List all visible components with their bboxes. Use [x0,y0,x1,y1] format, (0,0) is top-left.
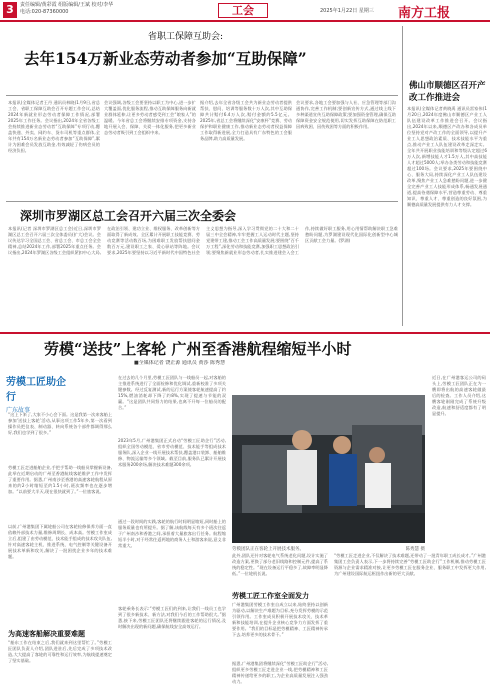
article3-col1b: 劳模工匠走进船舶企业,手把手帮助一线船员掌握新设备,此举在近期启动的广州至香港航线客轮维护工作中发挥了重要作用。据悉,广州南沙至香港的高速客轮航程从原来的约2小时缩短至约1.5小时,班次频率也在逐步增加。“以前要大半天,现在很快就到了。”一位旅客说。 [8,465,112,494]
article3-col1d: “船东工作在结束之后,我们就来到这里帮忙了。”劳模工匠团队负责人介绍,团队进驻后,先后完成了多项技术改造,大大提高了客轮的可靠性和运行效率,为航线提速奠定了坚实基础。 [8,640,112,663]
divider [6,201,398,202]
article3-subhead2: 劳模工匠工作室全面发力 [232,592,309,600]
article3-col2b: 2023年5月,广州港集团正式启动“劳模工匠助企行”活动,组织全国劳动模范、省市劳动模范、技术能手等组成技术服务队,深入企业一线开展技术帮扶,覆盖港口装卸、船舶维修、物流运输等多个领域。截至目前,服务队已累计开展技术服务200余场,解决技术难题300余项。 [118,438,226,467]
article3-col3c: 据悉,广州港集团将继续深化“劳模工匠助企行”活动,组织更多劳模工匠走进企业一线,把劳模精神和工匠精神传递给更多的职工,为企业高质量发展注入强劲动力。 [232,661,328,684]
article3-col3b: 广州港集团劳模工作室自成立以来,始终坚持以创新为驱动,以解决生产难题为目标,充分发挥劳模的示范引领作用。工作室成员积极开展技术攻关、技术革新和技能培训,在提升企业核心竞争力方面发挥了重要作用。“我们的目标是把劳模精神、工匠精神传承下去,培养更多的技术骨干。” [232,602,328,637]
article3-byline: ■全媒体记者 饶正源 通讯员 黄莎 陈秀慧 [134,360,226,366]
editor-credits [20,2,180,16]
sidebar-rule [402,26,403,326]
article3-col3a: 此外,团队还针对客轮电气系统老化问题,设计实施了改造方案,更换了部分老旧线路和控制元件,提高了系统的稳定性。“现在设备运行平稳多了,故障率明显降低。”一位轮机长说。 [232,553,328,576]
article3-col4b: “劳模工匠走进企业,不仅解决了技术难题,还带动了一批青年职工成长成才。”广州港集团工会负责人表示,下一步将持续完善“劳模工匠助企行”工作机制,推动劳模工匠资源与企业需求精准对接,让更多劳模工匠在服务企业、服务职工中发挥更大作用,为广州建设国际航运枢纽作出新的更大贡献。 [334,553,486,576]
article1-headline: 去年154万新业态劳动者参加“互助保障” [24,49,307,68]
article1-kicker: 省职工保障互助会: [148,32,224,42]
article3-subhead1: 为高速客船解决重要难题 [8,630,85,638]
photo-credit: 陈秀慧 摄 [405,547,425,552]
article1-col4: 会议要求,各地工会要加强与人社、应急管理等部门沟通协作,完善工作机制;要创新宣传方式,通过线上线下多种渠道宣传互助保障政策;要加强资金管理,确保互助保障资金安全规范使用,切实发挥互助保障在防范职工因病致困、因伤致困等方面的积极作用。 [296,100,396,129]
page-number: 3 [3,2,17,18]
article3-headline: 劳模“送技”上客轮 广州至香港航程缩短半小时 [44,340,352,358]
article2-headline: 深圳市罗湖区总工会召开六届三次全委会 [20,209,237,223]
photo-caption-row [232,546,425,552]
divider [6,95,398,96]
article3-col1c: 以前,广州港集团下属轮船公司在客轮检修保养方面一直依赖外部技术力量,维修周期长、成本高。劳模工作室成立后,组建了由劳动模范、技术能手组成的技术攻关队伍,针对高速客轮主机、推进系统、电气控制等关键设备开展技术革新和攻关,解决了一批困扰企业多年的技术难题。 [8,524,112,559]
sidebar-body: 本报讯(全媒体记者黄晓禹 通讯员雷家伟)1月20日,2024年度佛山市顺德区产业工人队伍建设改革工作推进会召开。会议指出,2024年以来,顺德区产改办和各成员单位坚持党对产改工作的全面领导,以提升产业工人思想政治素质、技术技能水平为重点,推动产业工人队伍建设改革走深走实。全年共开展职业技能培训和等级认定超过6万人次,新增技能人才1.5万人,其中高技能人才超过5000人;举办各类劳动和技能竞赛超过100场。会议要求,2025年要围绕中心、服务大局,持续深化产业工人队伍建设改革,聚焦产业工人急难愁盼问题,进一步健全完善产业工人技能形成体系,畅通发展通道,提高待遇保障水平,营造尊重劳动、尊重知识、尊重人才、尊重创造的良好氛围,为顺德高质量发展提供有力人才支撑。 [407,106,487,207]
issue-date: 2025年1月22日 星期三 [320,8,374,14]
newspaper-logo: 南方工报 [398,6,451,21]
article1-col1: 本报讯(全媒体记者王丹 通讯员林晓)1月9日,省总工会、省职工保障互助会召开专题工作会议,总结2024年新就业形态劳动者保障工作情况,部署2025年工作任务。会议指出,2024年全省各级工会持续推进新业态劳动者“互助保障”专项行动,覆盖快递、外卖、网约车、货车司机等重点群体,全年共有154万名新业态劳动者参加“互助保障”,累计为困难会员发放互助金,有效减轻了伤病会员的经济负担。 [8,100,100,153]
section-label: 工会 [218,3,268,18]
feature-badge [6,373,68,414]
article3-col1: “这上下来了,大家不小心会下面。这是我第一次来客船上参加‘送技上客轮’活动,从事这项工作5年多,第一次看到操作员把仪表、制动器、转向系统各个部件都调得那么好,我们也学到了很多。” [8,412,112,435]
feature-badge-title: 劳模工匠助企行 [6,377,66,403]
feature-badge-subtitle: 广东故事 [6,407,31,414]
article3-col2: 在过去的几个月里,劳模工匠团队与一线船员一起,对客船的主推进系统进行了全面检修和优化调试,重新校准了多项关键参数。经过反复测试,新的运行方案使客轮航速提高了约15%,燃油消耗却下降了约8%,实现了提速与节能的双赢。“这是团队共同努力的结果,也离不开每一位船员的配合。” [118,375,226,410]
page-header [0,0,490,22]
article3-col2d: 客轮乘务长表示:“劳模工匠们的到来,让我们一线员工也学到了很多新技术、新方法,对我们今后的工作帮助很大。”据悉,接下来,劳模工匠团队还将继续跟进客轮的运行情况,及时解决出现的新问题,确保航线安全高效运行。 [118,606,226,629]
news-photo-image [232,395,425,543]
article3-col2c: 通过一段时间的实践,客轮的航行时间明显缩短,同时船上的服务质量也有所提升。据了解,该航线每天有多个班次往返于广州南沙和香港之间,承担着大量旅客出行任务。航程缩短半小时,对于经常往返两地的商务人士和游客来说,意义非常重大。 [118,519,226,548]
photo-caption: 劳模团队正在客轮上开展技术服务。 [232,547,304,552]
article2-body: 本报讯(记者 深圳市罗湖区总工会)近日,深圳市罗湖区总工会召开六届三次全体委员(扩大)会议。会议传达学习全国总工会、省总工会、市总工会全会精神,总结2024年工作,部署2025年重点任务。会议指出,2024年罗湖区各级工会组织紧扣中心大局,在政治引领、建功立业、维权服务、改革创新等方面取得了新成效。全区累计开展职工技能竞赛、劳动竞赛等活动数百场,为困难职工发放帮扶慰问金数百万元,建设职工之家、爱心驿站等阵地。会议要求,2025年要坚持以习近平新时代中国特色社会主义思想为指导,深入学习贯彻党的二十大和二十届三中全会精神,牢牢把握工人运动时代主题,坚持党建带工建,推动工会工作高质量发展;要围绕“百千万工程”,深化劳动和技能竞赛,加强职工思想政治引领;要聚焦新就业形态劳动者,扎实推进建会入会工作,持续做好职工服务,用心用情帮助解决职工急难愁盼问题,为罗湖建设现代化国际化创新型中心城区贡献工会力量。(罗湖) [8,226,398,255]
article1-col2: 会议强调,各级工会要坚持以职工为中心,进一步扩大覆盖面,优化服务流程,推动互助保障服务向新就业群体延伸,让更多劳动者感受到工会“娘家人”的温暖。今年省总工会将继续安排专项资金,支持各地开展入会、保障、关爱一体化服务,把更多新业态劳动者吸引到工会组织中来。 [104,100,196,135]
news-photo [232,395,425,543]
editor-line-1: 责任编辑/黄彩霞 组版编辑/王斌 校对/李华 [20,2,114,8]
sidebar-headline: 佛山市顺德区召开产改工作推进会 [409,81,486,103]
article3-col4a: 近日,在广州港客运公司的码头上,劳模工匠团队正在为一艘即将出航的高速客轮做最后的检查。工作人员介绍,这艘客轮刚刚完成了系统升级改造,航速和舒适度都有了明显提升。 [432,375,486,416]
divider [0,332,490,334]
editor-line-2: 电话:020-87360000 [20,9,69,15]
article1-col3: 据介绍,去年全省各级工会共为新业态劳动者提供帮扶、慰问、培训等服务数十万人次,其中互助保障共计赔付6.4万人次,赔付金额约5.5亿元。2025年,省总工会将继续深化“安康杯”竞赛、劳动保护和职业健康工作,推动新业态劳动者权益保障工作取得新进展,全力打造具有广东特色的工会服务品牌,助力高质量发展。 [200,100,292,141]
